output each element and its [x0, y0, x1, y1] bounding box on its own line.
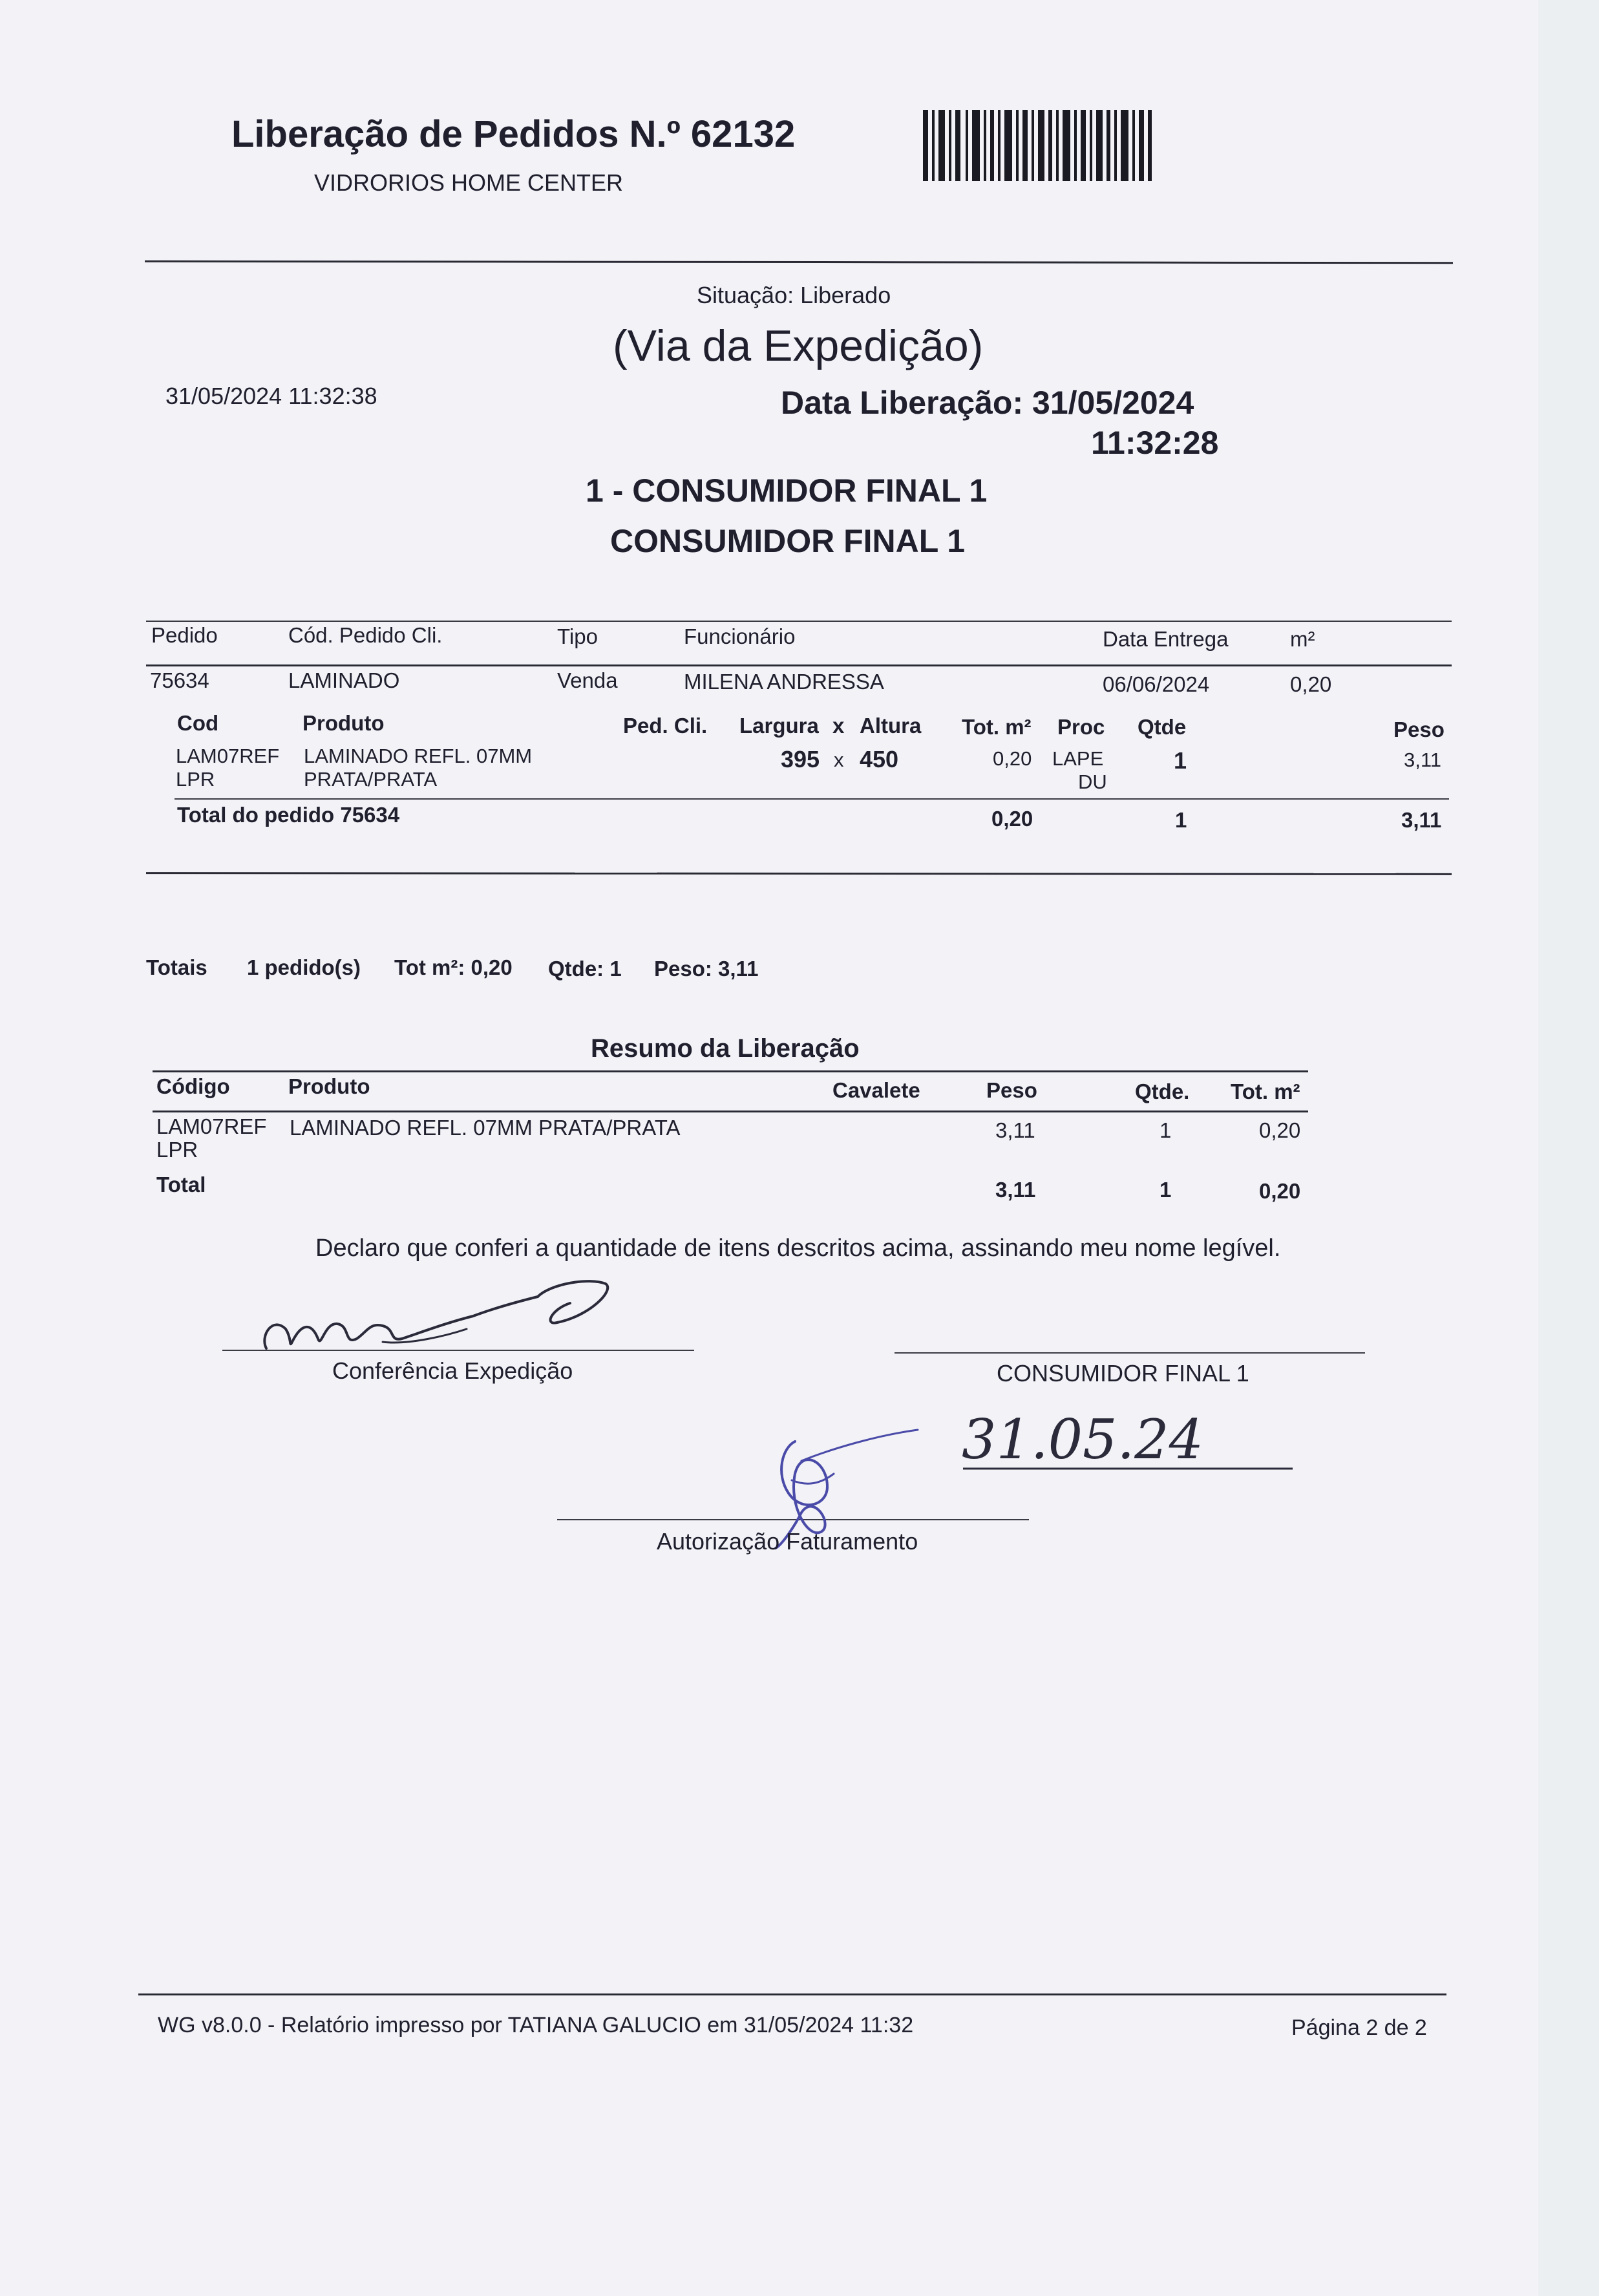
item-altura: 450 [860, 746, 899, 772]
item-total-rule [175, 798, 1449, 800]
conferencia-label: Conferência Expedição [332, 1357, 573, 1384]
items-col-x: x [832, 714, 845, 738]
order-section-divider [146, 872, 1452, 875]
resumo-col-tot-m2: Tot. m² [1231, 1079, 1300, 1103]
order-funcionario-value: MILENA ANDRESSA [684, 670, 884, 694]
resumo-col-codigo: Código [156, 1074, 230, 1098]
situacao: Situação: Liberado [697, 282, 891, 308]
totais-label: Totais [146, 955, 207, 979]
col-m2: m² [1290, 627, 1315, 651]
items-col-largura: Largura [739, 714, 819, 738]
order-data-entrega-value: 06/06/2024 [1103, 672, 1210, 696]
autorizacao-label: Autorização Faturamento [657, 1528, 918, 1555]
resumo-col-qtde: Qtde. [1135, 1079, 1190, 1103]
items-col-tot-m2: Tot. m² [962, 715, 1032, 739]
item-peso: 3,11 [1404, 749, 1442, 771]
col-funcionario: Funcionário [684, 624, 796, 648]
handwritten-date [957, 1407, 1306, 1478]
items-col-produto: Produto [302, 711, 385, 735]
items-col-cod: Cod [177, 711, 219, 735]
conferencia-signature [253, 1277, 628, 1361]
footer-report-info: WG v8.0.0 - Relatório impresso por TATIANA GALUCIO em 31/05/2024 11:32 [158, 2013, 914, 2037]
order-total-label: Total do pedido 75634 [177, 803, 400, 827]
order-total-peso: 3,11 [1401, 808, 1442, 832]
order-total-m2: 0,20 [991, 807, 1033, 831]
client-code-name: 1 - CONSUMIDOR FINAL 1 [586, 473, 988, 509]
resumo-tot-m2: 0,20 [1259, 1118, 1301, 1142]
order-table-top-rule [146, 621, 1452, 622]
resumo-col-cavalete: Cavalete [832, 1078, 920, 1102]
resumo-produto: LAMINADO REFL. 07MM PRATA/PRATA [290, 1116, 681, 1140]
col-data-entrega: Data Entrega [1103, 627, 1229, 651]
resumo-top-rule [153, 1070, 1308, 1072]
item-produto-line2: PRATA/PRATA [304, 768, 438, 791]
items-col-qtde: Qtde [1138, 715, 1187, 739]
item-cod-line2: LPR [176, 768, 215, 791]
barcode [923, 110, 1152, 181]
item-produto-line1: LAMINADO REFL. 07MM [304, 745, 533, 767]
resumo-col-peso: Peso [986, 1078, 1037, 1102]
footer-page-number: Página 2 de 2 [1291, 2015, 1427, 2040]
declaration-text: Declaro que conferi a quantidade de itens descritos acima, assinando meu nome legível. [315, 1235, 1281, 1262]
resumo-col-produto: Produto [288, 1074, 370, 1098]
resumo-codigo-line1: LAM07REF [156, 1114, 267, 1138]
data-liberacao: Data Liberação: 31/05/2024 [781, 385, 1194, 421]
items-col-peso: Peso [1393, 717, 1445, 741]
order-pedido-value: 75634 [150, 668, 209, 692]
consumidor-label: CONSUMIDOR FINAL 1 [997, 1360, 1249, 1387]
items-col-proc: Proc [1057, 715, 1105, 739]
col-cod-pedido-cli: Cód. Pedido Cli. [288, 623, 443, 647]
resumo-qtde: 1 [1160, 1118, 1172, 1142]
via-label: (Via da Expedição) [613, 321, 984, 370]
item-proc-line2: DU [1078, 771, 1107, 793]
resumo-title: Resumo da Liberação [591, 1034, 860, 1063]
item-qtde: 1 [1174, 747, 1187, 774]
item-cod-line1: LAM07REF [176, 745, 280, 767]
resumo-header-rule [153, 1111, 1308, 1112]
data-liberacao-time: 11:32:28 [1091, 425, 1219, 461]
items-col-ped-cli: Ped. Cli. [623, 714, 708, 738]
col-pedido: Pedido [151, 623, 218, 647]
order-table-header-rule [146, 664, 1452, 666]
totais-pedidos: 1 pedido(s) [247, 955, 361, 979]
order-total-qtde: 1 [1175, 808, 1187, 832]
resumo-total-qtde: 1 [1160, 1178, 1172, 1202]
totais-tot-m2: Tot m²: 0,20 [394, 955, 513, 979]
resumo-total-peso: 3,11 [995, 1178, 1036, 1202]
print-datetime: 31/05/2024 11:32:38 [165, 383, 377, 409]
document-title: Liberação de Pedidos N.º 62132 [231, 113, 796, 155]
order-cod-cli-value: LAMINADO [288, 668, 400, 692]
item-x: x [834, 749, 844, 771]
totais-qtde: Qtde: 1 [548, 957, 622, 981]
paper-edge [1538, 0, 1599, 2296]
resumo-codigo-line2: LPR [156, 1138, 198, 1162]
item-largura: 395 [781, 746, 820, 772]
company-name: VIDRORIOS HOME CENTER [314, 169, 624, 196]
svg-text:31.05.24: 31.05.24 [962, 1408, 1204, 1471]
items-col-altura: Altura [860, 714, 922, 738]
item-tot-m2: 0,20 [993, 747, 1032, 770]
col-tipo: Tipo [557, 624, 598, 648]
client-name: CONSUMIDOR FINAL 1 [610, 523, 966, 559]
header-divider [145, 260, 1453, 264]
item-proc-line1: LAPE [1052, 747, 1104, 770]
resumo-total-tot-m2: 0,20 [1259, 1179, 1301, 1203]
resumo-peso: 3,11 [995, 1118, 1035, 1142]
footer-rule [138, 1993, 1446, 1995]
totais-peso: Peso: 3,11 [654, 957, 759, 981]
order-m2-value: 0,20 [1290, 672, 1332, 696]
order-tipo-value: Venda [557, 668, 618, 692]
resumo-total-label: Total [156, 1173, 206, 1196]
consumidor-signature-line [895, 1352, 1365, 1354]
